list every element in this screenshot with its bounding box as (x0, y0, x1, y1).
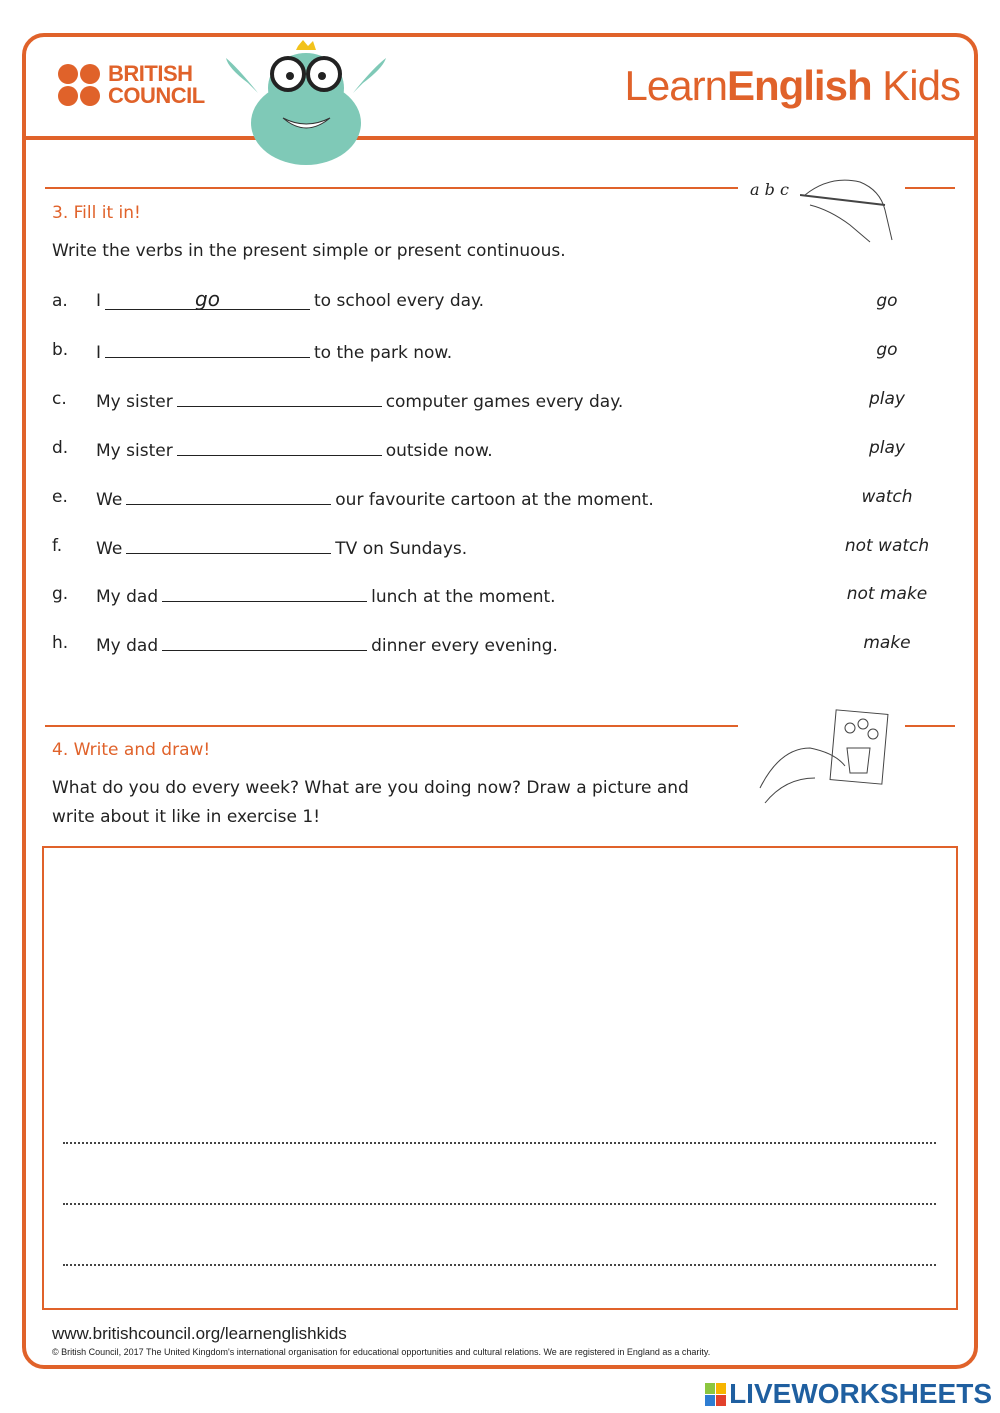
item-verb: play (869, 388, 905, 409)
writing-line[interactable] (63, 1203, 936, 1205)
writing-hand-icon (800, 170, 895, 245)
british-council-logo (58, 63, 205, 107)
item-letter: d. (52, 437, 69, 458)
item-verb: watch (861, 486, 913, 507)
section4-divider (45, 725, 738, 727)
exercise-item (52, 438, 942, 462)
item-text-before: My dad (96, 636, 159, 657)
drawing-hand-icon (755, 708, 890, 808)
item-letter: b. (52, 339, 69, 360)
learnenglish-kids-logo: LearnEnglish Kids (624, 62, 960, 109)
drawing-area[interactable] (42, 846, 958, 1310)
section3-instruction: Write the verbs in the present simple or present continuous. (52, 241, 566, 261)
answer-blank[interactable] (126, 487, 331, 505)
item-verb: go (876, 291, 898, 311)
item-letter: h. (52, 633, 69, 654)
item-text-after: to the park now. (314, 342, 453, 363)
monster-mascot-icon (218, 38, 393, 168)
item-text-after: computer games every day. (385, 391, 624, 412)
footer-url: www.britishcouncil.org/learnenglishkids (52, 1324, 347, 1343)
exercise-item (52, 487, 942, 511)
exercise-item (52, 287, 942, 315)
section4-line1: What do you do every week? What are you doing now? Draw a picture and (52, 778, 689, 798)
section3-divider-end (905, 187, 955, 189)
item-letter: g. (52, 584, 69, 605)
answer-blank[interactable] (177, 389, 382, 407)
section4-title: 4. Write and draw! (52, 740, 211, 760)
exercise-item (52, 536, 942, 560)
item-text-before: My dad (96, 587, 159, 608)
item-text-before: We (96, 538, 123, 559)
exercise-item (52, 633, 942, 657)
item-verb: not watch (844, 535, 930, 556)
answer-blank[interactable] (162, 633, 367, 651)
item-text-after: TV on Sundays. (335, 538, 468, 559)
item-text-before: My sister (96, 391, 173, 412)
section3-title: 3. Fill it in! (52, 203, 141, 223)
item-verb: go (876, 339, 898, 360)
item-verb: not make (846, 584, 928, 605)
footer-copyright: © British Council, 2017 The United Kingdom's international organisation for educational opportunities and cultural relations. We are registered in England as a charity. (52, 1347, 711, 1357)
exercise-item (52, 584, 942, 608)
header-divider (24, 136, 976, 140)
item-text-after: outside now. (385, 440, 493, 461)
answer-blank[interactable] (177, 438, 382, 456)
brand-line2: COUNCIL (108, 83, 205, 108)
section4-divider-end (905, 725, 955, 727)
item-text-after: our favourite cartoon at the moment. (335, 489, 654, 510)
exercise-item (52, 340, 942, 364)
liveworksheets-logo: LIVEWORKSHEETS (705, 1378, 992, 1410)
answer-blank[interactable] (105, 340, 310, 358)
item-verb: play (869, 437, 905, 458)
writing-line[interactable] (63, 1142, 936, 1144)
answer-blank[interactable]: go (105, 292, 310, 310)
exercise-item (52, 389, 942, 413)
writing-line[interactable] (63, 1264, 936, 1266)
answer-blank[interactable] (126, 536, 331, 554)
item-text-after: dinner every evening. (371, 636, 558, 657)
item-letter: e. (52, 486, 68, 507)
item-text-before: My sister (96, 440, 173, 461)
item-letter: a. (52, 291, 68, 311)
item-letter: c. (52, 388, 67, 409)
section4-line2: write about it like in exercise 1! (52, 807, 321, 827)
answer-blank[interactable] (162, 584, 367, 602)
brand-line1: BRITISH (108, 61, 193, 86)
item-text-after: to school every day. (314, 291, 485, 311)
item-text-before: I (96, 291, 102, 311)
section3-divider (45, 187, 738, 189)
item-letter: f. (52, 535, 63, 556)
item-verb: make (863, 633, 911, 654)
item-text-before: I (96, 342, 102, 363)
item-text-after: lunch at the moment. (371, 587, 556, 608)
item-text-before: We (96, 489, 123, 510)
abc-label: a b c (750, 180, 789, 199)
